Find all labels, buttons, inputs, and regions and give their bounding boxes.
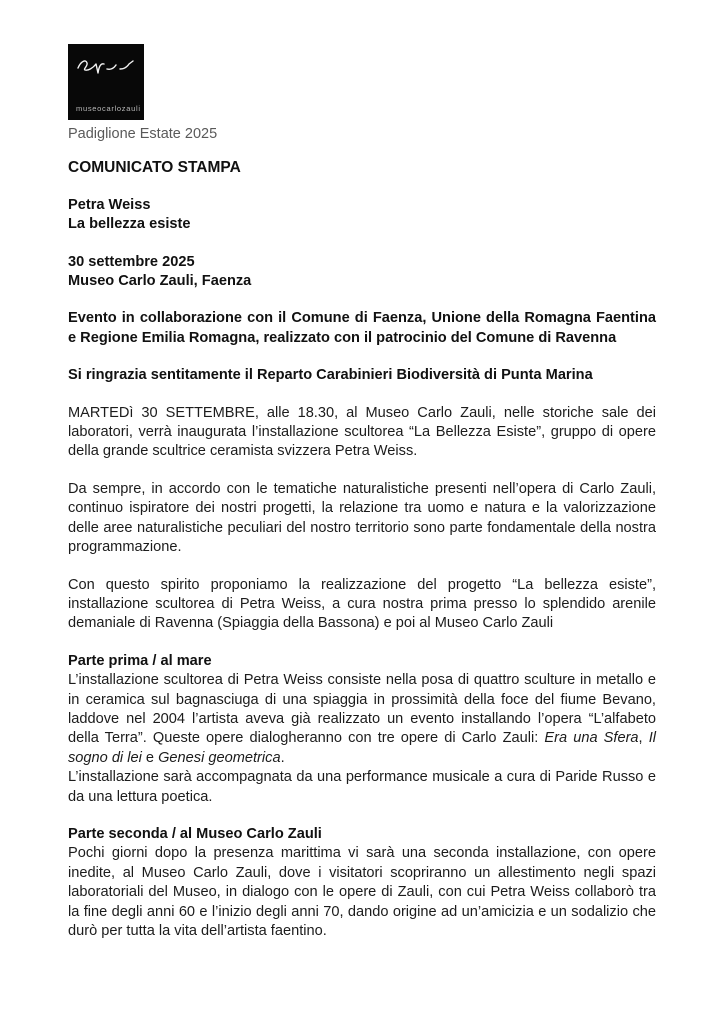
document-title: COMUNICATO STAMPA (68, 159, 241, 177)
section-one-body (68, 671, 656, 768)
artwork-title-era-una-sfera: Era una Sfera (544, 730, 639, 747)
section-two-body: Pochi giorni dopo la presenza marittima vi sarà una seconda installazione, con opere inedite, al Museo Carlo Zauli, dove i visitatori scopriranno un allestimento negli spazi laboratoriali del Museo, in dialogo con le opere di Zauli, con cui Petra Weiss collaborò tra la fine degli anni 60 e l’inizio degli anni 70, dando origine ad un’amicizia e un sodalizio che durò per tutta la vita dell’artista faentino. (68, 845, 656, 939)
logo-signature-icon (74, 54, 138, 78)
section-part-one (68, 652, 656, 807)
section-one-text-3: e (141, 749, 159, 766)
collaboration-note: Evento in collaborazione con il Comune di Faenza, Unione della Romagna Faentina e Regione Emilia Romagna, realizzato con il patrocinio del Comune di Ravenna (68, 310, 656, 346)
date-venue-block (68, 253, 656, 292)
artwork-title-il-sogno-di-lei: Il sogno di lei (68, 730, 656, 766)
section-part-two (68, 825, 656, 941)
section-one-heading: Parte prima / al mare (68, 652, 212, 669)
museum-logo (68, 44, 144, 120)
section-one-performance: L’installazione sarà accompagnata da una performance musicale a cura di Paride Russo e da una lettura poetica. (68, 769, 656, 805)
section-one-text-1: L’installazione scultorea di Petra Weiss consiste nella posa di quattro sculture in metallo e in ceramica sul bagnasciuga di una spiaggia in prossimità della foce del fiume Bevano, laddove nel 2004 l’artista aveva già realizzato un evento installando l’opera “L’alfabeto della Terra”. Queste opere dialogheranno con tre opere di Carlo Zauli: (68, 672, 656, 747)
pavilion-subtitle: Padiglione Estate 2025 (68, 126, 218, 142)
artist-title-block (68, 196, 656, 235)
exhibition-title: La bellezza esiste (68, 216, 191, 233)
paragraph-opening: MARTEDì 30 SETTEMBRE, alle 18.30, al Museo Carlo Zauli, nelle storiche sale dei laboratori, verrà inaugurata l’installazione scultorea “La Bellezza Esiste”, gruppo di opere della grande scultrice ceramista svizzera Petra Weiss. (68, 404, 656, 460)
paragraph-project: Con questo spirito proponiamo la realizzazione del progetto “La bellezza esiste”, installazione scultorea di Petra Weiss, a cura nostra prima presso lo splendido arenile demaniale di Ravenna (Spiaggia della Bassona) e poi al Museo Carlo Zauli (68, 576, 656, 632)
section-one-text-2: , (638, 730, 649, 747)
section-one-text-4: . (280, 749, 285, 766)
event-date: 30 settembre 2025 (68, 253, 195, 270)
artist-name: Petra Weiss (68, 196, 151, 213)
artwork-title-genesi-geometrica: Genesi geometrica (158, 749, 281, 766)
paragraph-mission: Da sempre, in accordo con le tematiche naturalistiche presenti nell’opera di Carlo Zauli, continuo ispiratore dei nostri progetti, la relazione tra uomo e natura e la valorizzazione delle aree naturalistiche peculiari del nostro territorio sono parte fondamentale della nostra programmazione. (68, 480, 656, 556)
section-two-heading: Parte seconda / al Museo Carlo Zauli (68, 825, 322, 842)
event-venue: Museo Carlo Zauli, Faenza (68, 273, 252, 290)
thanks-note: Si ringrazia sentitamente il Reparto Carabinieri Biodiversità di Punta Marina (68, 367, 593, 384)
logo-caption: museocarlozauli (76, 104, 141, 113)
